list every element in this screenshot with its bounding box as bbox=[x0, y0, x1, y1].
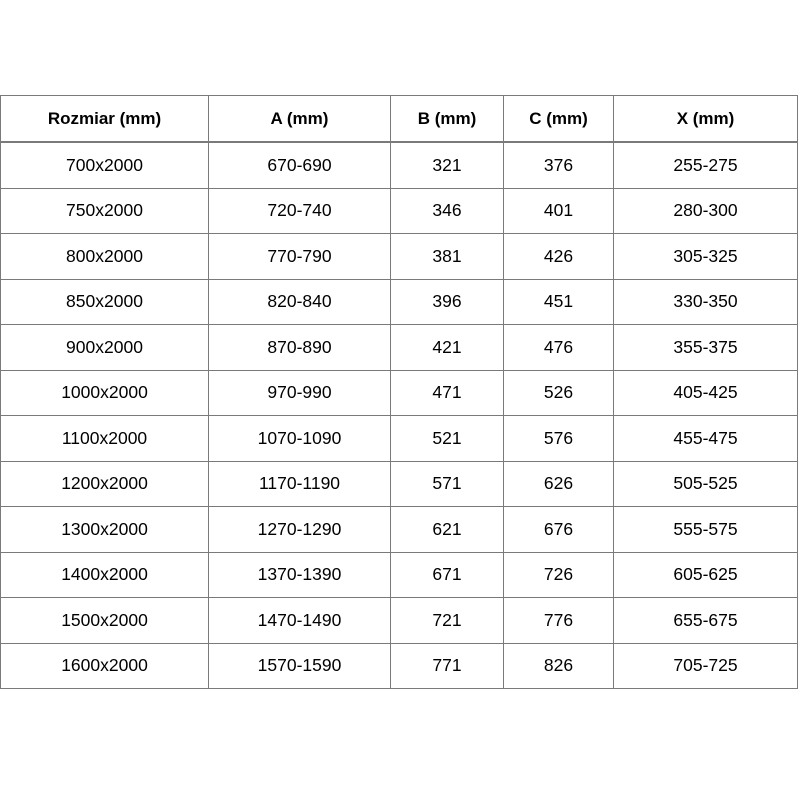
table-cell: 870-890 bbox=[209, 325, 391, 371]
table-cell: 1270-1290 bbox=[209, 507, 391, 553]
table-cell: 1100x2000 bbox=[1, 416, 209, 462]
table-cell: 721 bbox=[391, 598, 504, 644]
table-cell: 771 bbox=[391, 643, 504, 689]
column-header-x: X (mm) bbox=[614, 96, 798, 143]
column-header-rozmiar: Rozmiar (mm) bbox=[1, 96, 209, 143]
table-cell: 346 bbox=[391, 188, 504, 234]
table-cell: 376 bbox=[504, 142, 614, 188]
table-cell: 576 bbox=[504, 416, 614, 462]
table-cell: 421 bbox=[391, 325, 504, 371]
table-cell: 555-575 bbox=[614, 507, 798, 553]
table-cell: 471 bbox=[391, 370, 504, 416]
table-row bbox=[1, 416, 798, 462]
table-cell: 605-625 bbox=[614, 552, 798, 598]
table-body bbox=[1, 142, 798, 689]
table-cell: 970-990 bbox=[209, 370, 391, 416]
table-cell: 1070-1090 bbox=[209, 416, 391, 462]
table-header bbox=[1, 96, 798, 143]
table-cell: 330-350 bbox=[614, 279, 798, 325]
table-cell: 621 bbox=[391, 507, 504, 553]
table-cell: 705-725 bbox=[614, 643, 798, 689]
table-cell: 750x2000 bbox=[1, 188, 209, 234]
table-cell: 776 bbox=[504, 598, 614, 644]
table-cell: 826 bbox=[504, 643, 614, 689]
table-cell: 1470-1490 bbox=[209, 598, 391, 644]
table-cell: 426 bbox=[504, 234, 614, 280]
table-row bbox=[1, 325, 798, 371]
table-cell: 671 bbox=[391, 552, 504, 598]
table-cell: 670-690 bbox=[209, 142, 391, 188]
header-row bbox=[1, 96, 798, 143]
table-cell: 800x2000 bbox=[1, 234, 209, 280]
table-cell: 726 bbox=[504, 552, 614, 598]
table-cell: 820-840 bbox=[209, 279, 391, 325]
table-cell: 850x2000 bbox=[1, 279, 209, 325]
column-header-a: A (mm) bbox=[209, 96, 391, 143]
table-cell: 451 bbox=[504, 279, 614, 325]
table-row bbox=[1, 552, 798, 598]
table-row bbox=[1, 188, 798, 234]
table-row bbox=[1, 234, 798, 280]
table-cell: 655-675 bbox=[614, 598, 798, 644]
table-cell: 405-425 bbox=[614, 370, 798, 416]
table-cell: 700x2000 bbox=[1, 142, 209, 188]
table-cell: 1300x2000 bbox=[1, 507, 209, 553]
table-cell: 526 bbox=[504, 370, 614, 416]
table-cell: 720-740 bbox=[209, 188, 391, 234]
table-cell: 401 bbox=[504, 188, 614, 234]
table-row bbox=[1, 507, 798, 553]
table-cell: 770-790 bbox=[209, 234, 391, 280]
table-row bbox=[1, 370, 798, 416]
table-row bbox=[1, 598, 798, 644]
table-cell: 1170-1190 bbox=[209, 461, 391, 507]
table-cell: 1400x2000 bbox=[1, 552, 209, 598]
table-cell: 1200x2000 bbox=[1, 461, 209, 507]
table-cell: 1600x2000 bbox=[1, 643, 209, 689]
table-cell: 381 bbox=[391, 234, 504, 280]
table-cell: 676 bbox=[504, 507, 614, 553]
size-spec-table bbox=[0, 95, 798, 689]
table-cell: 280-300 bbox=[614, 188, 798, 234]
table-cell: 1370-1390 bbox=[209, 552, 391, 598]
table-cell: 505-525 bbox=[614, 461, 798, 507]
table-cell: 571 bbox=[391, 461, 504, 507]
table-cell: 355-375 bbox=[614, 325, 798, 371]
table-cell: 476 bbox=[504, 325, 614, 371]
column-header-b: B (mm) bbox=[391, 96, 504, 143]
table-row bbox=[1, 461, 798, 507]
table-cell: 1000x2000 bbox=[1, 370, 209, 416]
table-row bbox=[1, 142, 798, 188]
table-cell: 1500x2000 bbox=[1, 598, 209, 644]
table-cell: 900x2000 bbox=[1, 325, 209, 371]
table-row bbox=[1, 643, 798, 689]
table-cell: 1570-1590 bbox=[209, 643, 391, 689]
table-cell: 396 bbox=[391, 279, 504, 325]
table-cell: 626 bbox=[504, 461, 614, 507]
table-cell: 521 bbox=[391, 416, 504, 462]
table-row bbox=[1, 279, 798, 325]
table-cell: 255-275 bbox=[614, 142, 798, 188]
table-cell: 321 bbox=[391, 142, 504, 188]
column-header-c: C (mm) bbox=[504, 96, 614, 143]
table-cell: 455-475 bbox=[614, 416, 798, 462]
table-cell: 305-325 bbox=[614, 234, 798, 280]
